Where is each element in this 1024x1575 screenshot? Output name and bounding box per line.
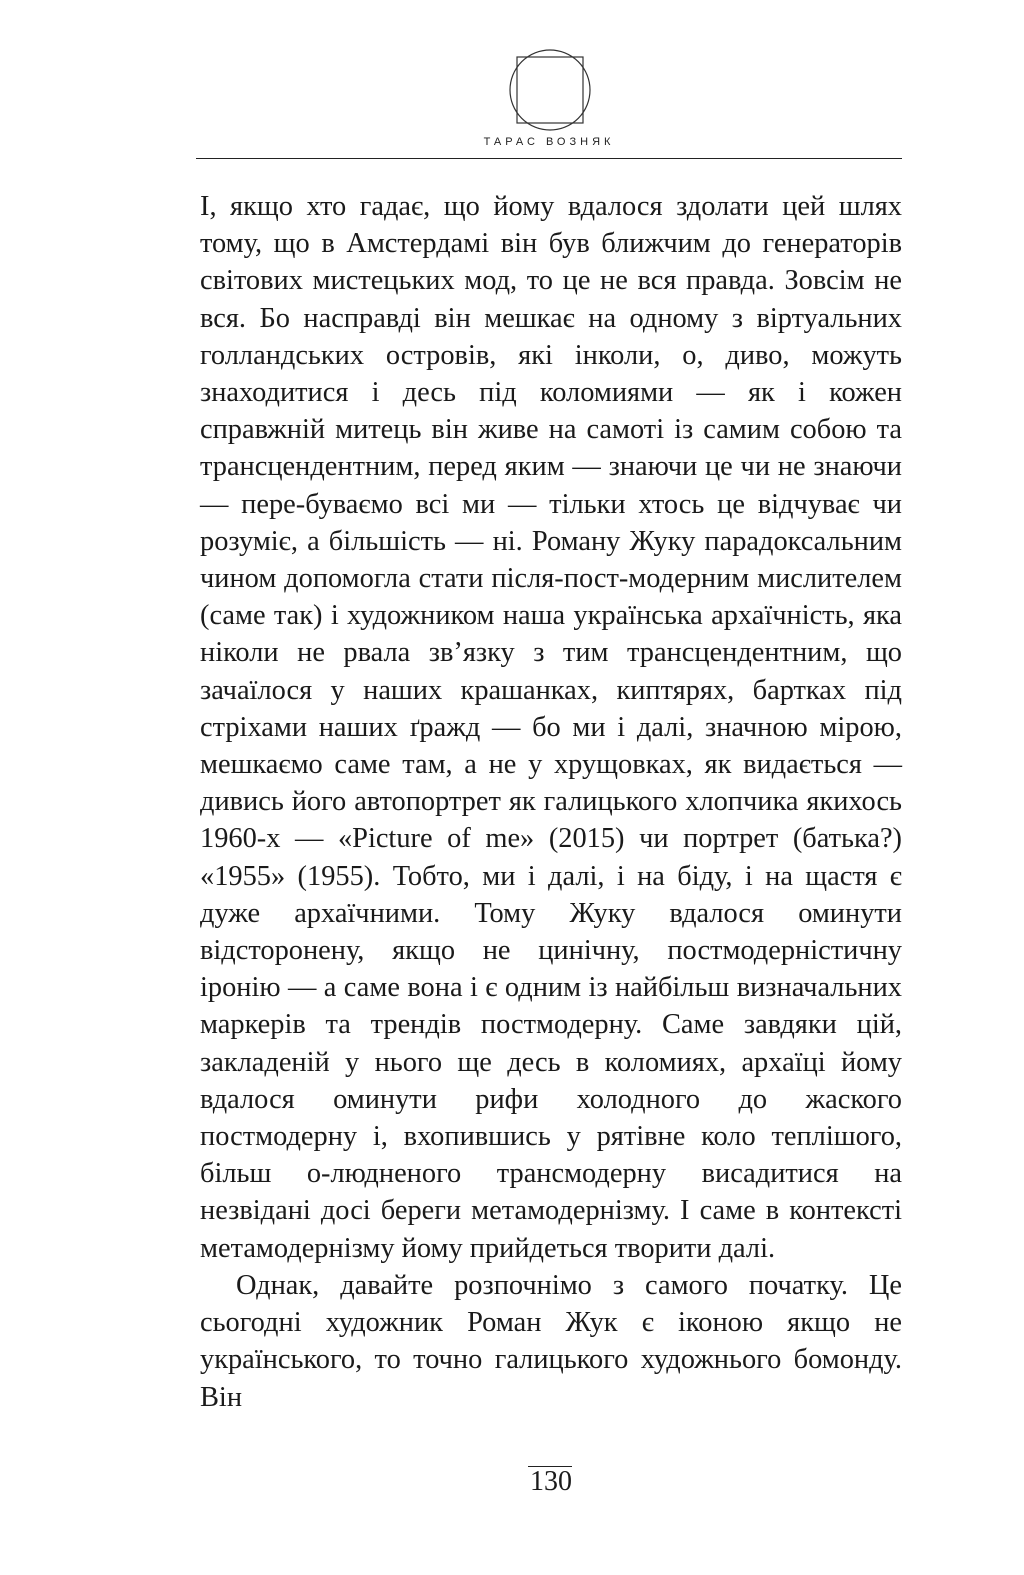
paragraph-1: І, якщо хто гадає, що йому вдалося здолати цей шлях тому, що в Амстердамі він був ближчим до генераторів світових мистецьких мод, то це не вся правда. Зовсім не вся. Бо насправді він мешкає на одному з віртуальних голландських островів, які інколи, о, диво, можуть знаходитися і десь під коломиями — як і кожен справжній митець він живе на самоті із самим собою та трансцендентним, перед яким — знаючи це чи не знаючи — пере-буваємо всі ми — тільки хтось це відчуває чи розуміє, а більшість — ні. Роману Жуку парадоксальним чином допомогла стати після-пост-модерним мислителем (саме так) і художником наша українська архаїчність, яка ніколи не рвала зв’язку з тим трансцендентним, що зачаїлося у наших крашанках, киптярях, бартках під стріхами наших ґражд — бо ми і далі, значною мірою, мешкаємо саме там, а не у хрущовках, як видається — дивись його автопортрет як галицького хлопчика якихось 1960-х — «Picture of me» (2015) чи портрет (батька?) «1955» (1955). Тобто, ми і далі, і на біду, і на щастя є дуже архаїчними. Тому Жуку вдалося оминути відсторонену, якщо не цинічну, постмодерністичну іронію — а саме вона і є одним із найбільш визначальних маркерів та трендів постмодерну. Саме завдяки цій, закладеній у нього ще десь в коломиях, архаїці йому вдалося оминути рифи холодного до жаского постмодерну і, вхопившись у рятівне коло теплішого, більш о-людненого трансмодерну висадитися на незвідані досі береги метамодернізму. І саме в контексті метамодернізму йому прийдеться творити далі. <box>200 191 902 1264</box>
circle-square-emblem-icon <box>508 48 592 132</box>
page-number: 130 <box>530 1466 572 1497</box>
body-text <box>200 188 902 1416</box>
paragraph-2: Однак, давайте розпочнімо з самого початку. Це сьогодні художник Роман Жук є іконою якщо не українського, то точно галицького художнього бомонду. Він <box>200 1269 902 1413</box>
running-head-author: ТАРАС ВОЗНЯК <box>483 136 615 148</box>
header-rule <box>196 158 902 159</box>
